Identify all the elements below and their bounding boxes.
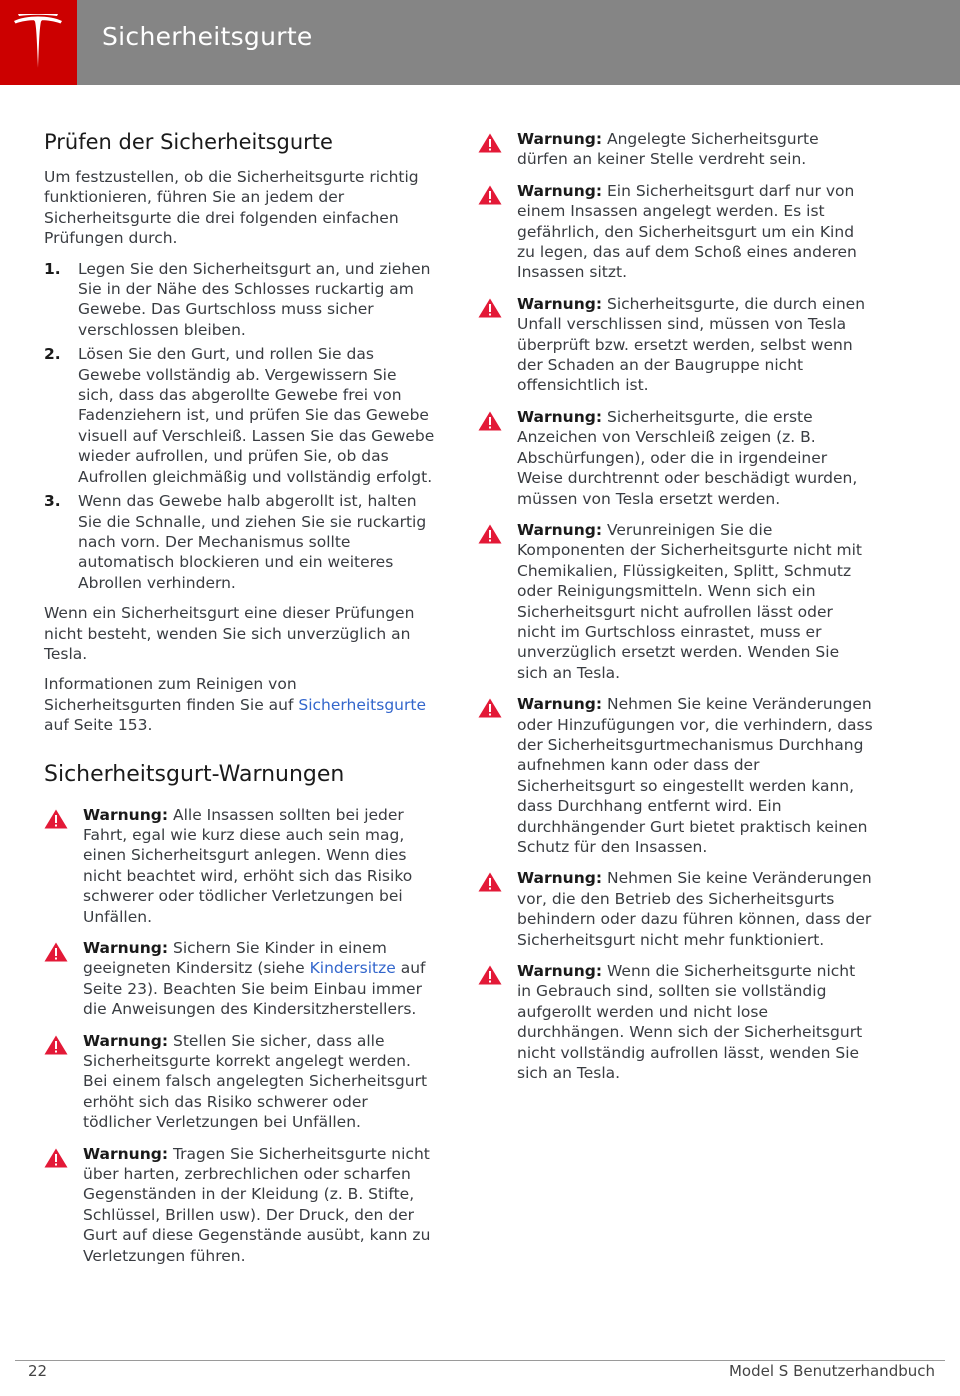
check-fail-text: Wenn ein Sicherheitsgurt eine dieser Prüfungen nicht besteht, wenden Sie sich unverzüglich an Tesla.: [44, 604, 415, 663]
check-steps: [44, 259, 436, 594]
warning-label: Warnung:: [517, 520, 603, 539]
warning-triangle-icon: [44, 1035, 68, 1055]
manual-title: Model S Benutzerhandbuch: [728, 1362, 935, 1380]
warning-item: [478, 129, 874, 170]
warning-text: Wenn die Sicherheitsgurte nicht in Gebrauch sind, sollten sie vollständig aufgerollt werden und nicht lose durchhängen. Wenn sich der Sicherheitsgurt nicht vollständig aufrollen lässt, wenden Sie sich an Tesla.: [517, 962, 863, 1083]
warning-text: Nehmen Sie keine Veränderungen oder Hinzufügungen vor, die verhindern, dass der Sicherheitsgurtmechanismus Durchhang aufnehmen kann oder dass der Sicherheitsgurt so eingestellt werden kann, dass Durchhang entfernt wird. Ein durchhängender Gurt bietet praktisch keinen Schutz für den Insassen.: [517, 695, 873, 856]
page-header: [0, 0, 960, 85]
warning-triangle-icon: [478, 133, 502, 153]
warning-triangle-icon: [44, 1148, 68, 1168]
step-number: 3.: [44, 492, 61, 511]
warning-text: Stellen Sie sicher, dass alle Sicherheitsgurte korrekt angelegt werden. Bei einem falsch angelegten Sicherheitsgurt erhöht sich das Risiko schwerer oder tödlicher Verletzungen bei Unfällen.: [83, 1031, 428, 1132]
warning-item: [478, 694, 874, 857]
step-text: Lösen Sie den Gurt, und rollen Sie das Gewebe vollständig ab. Vergewissern Sie sich, dass das abgerollte Gewebe frei von Fadenziehern ist, und prüfen Sie das Gewebe visuell auf Verschleiß. Lassen Sie das Gewebe wieder aufrollen, und prüfen Sie, ob das Aufrollen gleichmäßig und vollständig erfolgt.: [78, 345, 435, 486]
warning-triangle-icon: [478, 185, 502, 205]
warning-triangle-icon: [478, 872, 502, 892]
warning-item: [478, 294, 874, 396]
warning-triangle-icon: [44, 942, 68, 962]
warning-triangle-icon: [478, 411, 502, 431]
seatbelts-link[interactable]: Sicherheitsgurte: [298, 695, 426, 714]
warning-text: Sicherheitsgurte, die durch einen Unfall verschlissen sind, müssen von Tesla überprüft bzw. ersetzt werden, selbst wenn der Schaden an der Baugruppe nicht offensichtlich ist.: [517, 294, 866, 395]
right-column: [478, 129, 874, 1094]
warning-text: auf Seite 23). Beachten Sie beim Einbau immer die Anweisungen des Kindersitzherstellers.: [83, 959, 426, 1019]
warning-item: [478, 961, 874, 1083]
check-intro: Um festzustellen, ob die Sicherheitsgurte richtig funktionieren, führen Sie an jedem der Sicherheitsgurte die drei folgenden einfachen Prüfungen durch.: [44, 168, 419, 248]
warning-item: [44, 1144, 436, 1266]
step-text: Legen Sie den Sicherheitsgurt an, und ziehen Sie in der Nähe des Schlosses ruckartig am Gewebe. Das Gurtschloss muss sicher verschlossen bleiben.: [78, 259, 431, 339]
warning-label: Warnung:: [517, 181, 603, 200]
warning-text: Tragen Sie Sicherheitsgurte nicht über harten, zerbrechlichen oder scharfen Gegenständen in der Kleidung (z. B. Stifte, Schlüssel, Brillen usw). Der Druck, den der Gurt auf diese Gegenstände ausübt, kann zu Verletzungen führen.: [83, 1144, 431, 1265]
cleaning-text: Informationen zum Reinigen von Sicherheitsgurten finden Sie auf: [44, 675, 297, 714]
warning-item: [478, 181, 874, 283]
step-number: 1.: [44, 259, 61, 278]
page-title: Sicherheitsgurte: [102, 22, 313, 51]
warning-label: Warnung:: [517, 962, 603, 981]
page-number: 22: [28, 1362, 48, 1380]
check-step: [44, 491, 436, 593]
cleaning-page-text: auf Seite 153.: [44, 716, 153, 735]
warning-item: [44, 805, 436, 927]
tesla-logo: [0, 0, 77, 85]
warning-triangle-icon: [478, 298, 502, 318]
warning-item: [44, 938, 436, 1020]
warning-text: Nehmen Sie keine Veränderungen vor, die den Betrieb des Sicherheitsgurts behindern oder dazu führen können, dass der Sicherheitsgurt nicht mehr funktioniert.: [517, 869, 872, 949]
warning-label: Warnung:: [83, 805, 169, 824]
warning-label: Warnung:: [517, 130, 603, 148]
warning-label: Warnung:: [517, 695, 603, 714]
warning-label: Warnung:: [517, 869, 603, 888]
tesla-logo-icon: [12, 14, 64, 70]
step-number: 2.: [44, 345, 61, 364]
warning-triangle-icon: [478, 524, 502, 544]
step-text: Wenn das Gewebe halb abgerollt ist, halten Sie die Schnalle, und ziehen Sie sie ruckartig nach vorn. Der Mechanismus sollte automatisch blockieren und ein weiteres Abrollen verhindern.: [78, 492, 427, 592]
warning-triangle-icon: [478, 698, 502, 718]
warning-item: [478, 520, 874, 683]
warning-label: Warnung:: [517, 407, 603, 426]
warning-text: Ein Sicherheitsgurt darf nur von einem Insassen angelegt werden. Es ist gefährlich, den Sicherheitsgurt um ein Kind zu legen, das auf dem Schoß eines anderen Insassen sitzt.: [517, 181, 857, 282]
warning-text: Alle Insassen sollten bei jeder Fahrt, egal wie kurz diese auch sein mag, einen Sicherheitsgurt anlegen. Wenn dies nicht beachtet wird, erhöht sich das Risiko schwerer oder tödlicher Verletzungen bei Unfällen.: [83, 805, 413, 926]
section-heading-warnings: Sicherheitsgurt-Warnungen: [44, 761, 345, 787]
warning-item: [44, 1031, 436, 1133]
left-column: [44, 128, 436, 1277]
section-heading-check: Prüfen der Sicherheitsgurte: [44, 130, 333, 154]
check-step: [44, 259, 436, 341]
warning-item: [478, 407, 874, 509]
warning-label: Warnung:: [517, 294, 603, 313]
cleaning-reference: [44, 674, 436, 735]
warning-label: Warnung:: [83, 1144, 169, 1163]
footer-divider: [15, 1360, 945, 1361]
warning-triangle-icon: [478, 965, 502, 985]
warning-text: Sicherheitsgurte, die erste Anzeichen von Verschleiß zeigen (z. B. Abschürfungen), oder die in irgendeiner Weise durchtrennt oder beschädigt wurden, müssen von Tesla ersetzt werden.: [517, 407, 858, 508]
warning-text: Angelegte Sicherheitsgurte dürfen an keiner Stelle verdreht sein.: [517, 130, 819, 169]
warning-text: Verunreinigen Sie die Komponenten der Sicherheitsgurte nicht mit Chemikalien, Flüssigkeiten, Splitt, Schmutz oder Reinigungsmitteln. Wenn sich ein Sicherheitsgurt nicht aufrollen lässt oder nicht im Gurtschloss einrastet, muss er unverzüglich ersetzt werden. Wenden Sie sich an Tesla.: [517, 520, 863, 682]
warning-text: Sichern Sie Kinder in einem geeigneten Kindersitz (siehe: [83, 939, 387, 978]
warning-item: [478, 868, 874, 950]
warning-label: Warnung:: [83, 1031, 169, 1050]
child-seats-link[interactable]: Kindersitze: [309, 959, 396, 978]
warning-triangle-icon: [44, 809, 68, 829]
warning-label: Warnung:: [83, 939, 169, 957]
check-step: [44, 344, 436, 487]
